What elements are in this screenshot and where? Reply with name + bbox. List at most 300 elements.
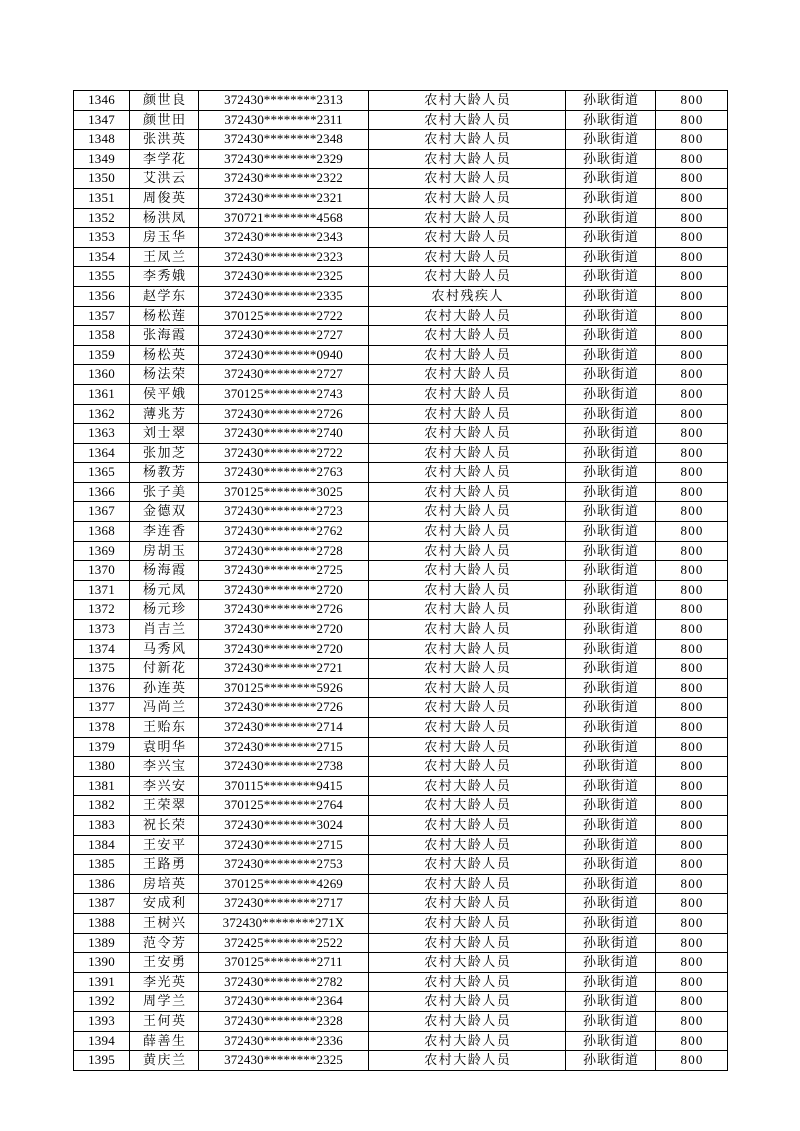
table-row: [74, 776, 728, 796]
cell-sequence-number: 1351: [74, 188, 130, 208]
cell-subsidy-amount: 800: [656, 580, 728, 600]
cell-street-office: 孙耿街道: [566, 326, 656, 346]
cell-subsidy-amount: 800: [656, 1031, 728, 1051]
table-row: [74, 874, 728, 894]
table-row: [74, 580, 728, 600]
cell-category: 农村大龄人员: [369, 130, 566, 150]
cell-subsidy-amount: 800: [656, 1051, 728, 1071]
cell-street-office: 孙耿街道: [566, 972, 656, 992]
cell-category: 农村大龄人员: [369, 541, 566, 561]
cell-subsidy-amount: 800: [656, 443, 728, 463]
table-row: [74, 855, 728, 875]
cell-recipient-name: 黄庆兰: [130, 1051, 199, 1071]
cell-recipient-name: 杨松英: [130, 345, 199, 365]
cell-sequence-number: 1357: [74, 306, 130, 326]
cell-recipient-name: 付新花: [130, 659, 199, 679]
cell-sequence-number: 1354: [74, 247, 130, 267]
cell-subsidy-amount: 800: [656, 365, 728, 385]
cell-subsidy-amount: 800: [656, 718, 728, 738]
table-row: [74, 228, 728, 248]
cell-sequence-number: 1395: [74, 1051, 130, 1071]
cell-category: 农村大龄人员: [369, 228, 566, 248]
cell-subsidy-amount: 800: [656, 815, 728, 835]
table-row: [74, 1031, 728, 1051]
cell-recipient-name: 袁明华: [130, 737, 199, 757]
table-row: [74, 698, 728, 718]
cell-subsidy-amount: 800: [656, 894, 728, 914]
cell-recipient-name: 王荣翠: [130, 796, 199, 816]
cell-sequence-number: 1362: [74, 404, 130, 424]
cell-recipient-name: 王凤兰: [130, 247, 199, 267]
cell-id-number: 372430********2335: [199, 286, 369, 306]
cell-street-office: 孙耿街道: [566, 913, 656, 933]
cell-id-number: 372430********2313: [199, 91, 369, 111]
cell-subsidy-amount: 800: [656, 502, 728, 522]
cell-street-office: 孙耿街道: [566, 110, 656, 130]
cell-sequence-number: 1366: [74, 482, 130, 502]
cell-street-office: 孙耿街道: [566, 894, 656, 914]
cell-street-office: 孙耿街道: [566, 130, 656, 150]
cell-street-office: 孙耿街道: [566, 580, 656, 600]
cell-category: 农村大龄人员: [369, 776, 566, 796]
cell-category: 农村大龄人员: [369, 580, 566, 600]
cell-street-office: 孙耿街道: [566, 345, 656, 365]
cell-sequence-number: 1384: [74, 835, 130, 855]
cell-subsidy-amount: 800: [656, 91, 728, 111]
table-row: [74, 306, 728, 326]
cell-id-number: 372430********2721: [199, 659, 369, 679]
cell-subsidy-amount: 800: [656, 345, 728, 365]
cell-street-office: 孙耿街道: [566, 639, 656, 659]
cell-id-number: 372430********2328: [199, 1011, 369, 1031]
cell-category: 农村大龄人员: [369, 600, 566, 620]
table-row: [74, 247, 728, 267]
cell-subsidy-amount: 800: [656, 874, 728, 894]
cell-recipient-name: 冯尚兰: [130, 698, 199, 718]
cell-category: 农村大龄人员: [369, 208, 566, 228]
table-row: [74, 169, 728, 189]
cell-street-office: 孙耿街道: [566, 561, 656, 581]
cell-street-office: 孙耿街道: [566, 502, 656, 522]
cell-id-number: 372430********2311: [199, 110, 369, 130]
cell-category: 农村大龄人员: [369, 796, 566, 816]
cell-id-number: 372430********2336: [199, 1031, 369, 1051]
cell-category: 农村大龄人员: [369, 365, 566, 385]
cell-sequence-number: 1382: [74, 796, 130, 816]
cell-sequence-number: 1389: [74, 933, 130, 953]
cell-recipient-name: 李兴宝: [130, 757, 199, 777]
cell-id-number: 372430********2723: [199, 502, 369, 522]
cell-recipient-name: 马秀风: [130, 639, 199, 659]
cell-recipient-name: 房培英: [130, 874, 199, 894]
cell-category: 农村大龄人员: [369, 561, 566, 581]
cell-id-number: 372430********2720: [199, 639, 369, 659]
cell-sequence-number: 1391: [74, 972, 130, 992]
cell-sequence-number: 1369: [74, 541, 130, 561]
cell-category: 农村大龄人员: [369, 835, 566, 855]
cell-id-number: 372430********2720: [199, 620, 369, 640]
table-row: [74, 404, 728, 424]
cell-category: 农村大龄人员: [369, 169, 566, 189]
cell-subsidy-amount: 800: [656, 698, 728, 718]
cell-sequence-number: 1386: [74, 874, 130, 894]
cell-category: 农村大龄人员: [369, 659, 566, 679]
cell-sequence-number: 1352: [74, 208, 130, 228]
cell-subsidy-amount: 800: [656, 678, 728, 698]
table-row: [74, 267, 728, 287]
cell-subsidy-amount: 800: [656, 737, 728, 757]
cell-sequence-number: 1394: [74, 1031, 130, 1051]
table-row: [74, 913, 728, 933]
table-row: [74, 757, 728, 777]
cell-sequence-number: 1355: [74, 267, 130, 287]
table-row: [74, 620, 728, 640]
cell-sequence-number: 1376: [74, 678, 130, 698]
table-row: [74, 522, 728, 542]
cell-category: 农村大龄人员: [369, 522, 566, 542]
table-row: [74, 894, 728, 914]
cell-sequence-number: 1388: [74, 913, 130, 933]
cell-street-office: 孙耿街道: [566, 522, 656, 542]
cell-category: 农村大龄人员: [369, 718, 566, 738]
cell-category: 农村大龄人员: [369, 188, 566, 208]
cell-category: 农村大龄人员: [369, 384, 566, 404]
cell-id-number: 372430********2343: [199, 228, 369, 248]
table-row: [74, 463, 728, 483]
cell-category: 农村大龄人员: [369, 267, 566, 287]
cell-street-office: 孙耿街道: [566, 188, 656, 208]
table-row: [74, 933, 728, 953]
cell-recipient-name: 王安勇: [130, 953, 199, 973]
cell-id-number: 372425********2522: [199, 933, 369, 953]
cell-subsidy-amount: 800: [656, 463, 728, 483]
cell-sequence-number: 1346: [74, 91, 130, 111]
table-row: [74, 130, 728, 150]
cell-subsidy-amount: 800: [656, 855, 728, 875]
cell-sequence-number: 1377: [74, 698, 130, 718]
cell-sequence-number: 1364: [74, 443, 130, 463]
cell-recipient-name: 杨法荣: [130, 365, 199, 385]
cell-category: 农村大龄人员: [369, 149, 566, 169]
cell-category: 农村残疾人: [369, 286, 566, 306]
cell-street-office: 孙耿街道: [566, 620, 656, 640]
table-row: [74, 91, 728, 111]
cell-sequence-number: 1365: [74, 463, 130, 483]
cell-street-office: 孙耿街道: [566, 365, 656, 385]
table-row: [74, 541, 728, 561]
cell-subsidy-amount: 800: [656, 796, 728, 816]
cell-sequence-number: 1385: [74, 855, 130, 875]
cell-street-office: 孙耿街道: [566, 91, 656, 111]
cell-recipient-name: 安成利: [130, 894, 199, 914]
cell-recipient-name: 张海霞: [130, 326, 199, 346]
table-row: [74, 737, 728, 757]
cell-street-office: 孙耿街道: [566, 228, 656, 248]
cell-sequence-number: 1387: [74, 894, 130, 914]
cell-street-office: 孙耿街道: [566, 1051, 656, 1071]
cell-subsidy-amount: 800: [656, 130, 728, 150]
cell-sequence-number: 1370: [74, 561, 130, 581]
cell-subsidy-amount: 800: [656, 522, 728, 542]
cell-id-number: 370125********4269: [199, 874, 369, 894]
cell-id-number: 372430********271X: [199, 913, 369, 933]
cell-subsidy-amount: 800: [656, 620, 728, 640]
cell-category: 农村大龄人员: [369, 1051, 566, 1071]
cell-id-number: 372430********2727: [199, 326, 369, 346]
cell-street-office: 孙耿街道: [566, 541, 656, 561]
cell-category: 农村大龄人员: [369, 913, 566, 933]
cell-recipient-name: 李连香: [130, 522, 199, 542]
cell-street-office: 孙耿街道: [566, 424, 656, 444]
cell-id-number: 372430********2322: [199, 169, 369, 189]
cell-street-office: 孙耿街道: [566, 698, 656, 718]
cell-category: 农村大龄人员: [369, 502, 566, 522]
cell-street-office: 孙耿街道: [566, 933, 656, 953]
cell-id-number: 370125********2722: [199, 306, 369, 326]
cell-sequence-number: 1374: [74, 639, 130, 659]
cell-subsidy-amount: 800: [656, 188, 728, 208]
roster-table-container: [73, 90, 727, 1071]
cell-id-number: 372430********2722: [199, 443, 369, 463]
table-row: [74, 384, 728, 404]
cell-recipient-name: 范令芳: [130, 933, 199, 953]
cell-recipient-name: 张洪英: [130, 130, 199, 150]
cell-id-number: 372430********2323: [199, 247, 369, 267]
cell-recipient-name: 李光英: [130, 972, 199, 992]
cell-recipient-name: 薛善生: [130, 1031, 199, 1051]
cell-id-number: 372430********2727: [199, 365, 369, 385]
cell-subsidy-amount: 800: [656, 384, 728, 404]
cell-recipient-name: 房玉华: [130, 228, 199, 248]
roster-table-body: [74, 91, 728, 1071]
cell-recipient-name: 艾洪云: [130, 169, 199, 189]
cell-category: 农村大龄人员: [369, 757, 566, 777]
cell-id-number: 372430********2329: [199, 149, 369, 169]
cell-recipient-name: 周学兰: [130, 992, 199, 1012]
cell-category: 农村大龄人员: [369, 815, 566, 835]
cell-subsidy-amount: 800: [656, 659, 728, 679]
cell-subsidy-amount: 800: [656, 835, 728, 855]
table-row: [74, 796, 728, 816]
cell-street-office: 孙耿街道: [566, 992, 656, 1012]
cell-subsidy-amount: 800: [656, 913, 728, 933]
cell-recipient-name: 王安平: [130, 835, 199, 855]
cell-recipient-name: 房胡玉: [130, 541, 199, 561]
cell-subsidy-amount: 800: [656, 600, 728, 620]
cell-street-office: 孙耿街道: [566, 149, 656, 169]
cell-recipient-name: 杨海霞: [130, 561, 199, 581]
cell-street-office: 孙耿街道: [566, 404, 656, 424]
table-row: [74, 600, 728, 620]
cell-id-number: 372430********2782: [199, 972, 369, 992]
cell-sequence-number: 1353: [74, 228, 130, 248]
table-row: [74, 149, 728, 169]
table-row: [74, 1011, 728, 1031]
cell-id-number: 372430********2763: [199, 463, 369, 483]
cell-sequence-number: 1363: [74, 424, 130, 444]
cell-category: 农村大龄人员: [369, 678, 566, 698]
cell-street-office: 孙耿街道: [566, 482, 656, 502]
table-row: [74, 992, 728, 1012]
cell-subsidy-amount: 800: [656, 972, 728, 992]
cell-street-office: 孙耿街道: [566, 953, 656, 973]
cell-sequence-number: 1380: [74, 757, 130, 777]
cell-street-office: 孙耿街道: [566, 600, 656, 620]
cell-category: 农村大龄人员: [369, 326, 566, 346]
cell-id-number: 372430********2738: [199, 757, 369, 777]
cell-id-number: 372430********2762: [199, 522, 369, 542]
cell-id-number: 372430********2726: [199, 698, 369, 718]
cell-sequence-number: 1372: [74, 600, 130, 620]
table-row: [74, 953, 728, 973]
cell-sequence-number: 1368: [74, 522, 130, 542]
cell-sequence-number: 1378: [74, 718, 130, 738]
cell-id-number: 372430********2715: [199, 737, 369, 757]
table-row: [74, 482, 728, 502]
table-row: [74, 972, 728, 992]
cell-id-number: 372430********2348: [199, 130, 369, 150]
cell-category: 农村大龄人员: [369, 894, 566, 914]
cell-subsidy-amount: 800: [656, 247, 728, 267]
cell-sequence-number: 1360: [74, 365, 130, 385]
cell-subsidy-amount: 800: [656, 208, 728, 228]
cell-recipient-name: 张子美: [130, 482, 199, 502]
cell-subsidy-amount: 800: [656, 267, 728, 287]
table-row: [74, 718, 728, 738]
table-row: [74, 639, 728, 659]
cell-id-number: 372430********2364: [199, 992, 369, 1012]
cell-subsidy-amount: 800: [656, 561, 728, 581]
cell-category: 农村大龄人员: [369, 874, 566, 894]
table-row: [74, 502, 728, 522]
cell-recipient-name: 王树兴: [130, 913, 199, 933]
table-row: [74, 678, 728, 698]
cell-id-number: 372430********2720: [199, 580, 369, 600]
cell-recipient-name: 祝长荣: [130, 815, 199, 835]
cell-subsidy-amount: 800: [656, 286, 728, 306]
cell-sequence-number: 1390: [74, 953, 130, 973]
cell-recipient-name: 杨元珍: [130, 600, 199, 620]
cell-id-number: 372430********2753: [199, 855, 369, 875]
cell-sequence-number: 1393: [74, 1011, 130, 1031]
table-row: [74, 443, 728, 463]
cell-subsidy-amount: 800: [656, 169, 728, 189]
cell-id-number: 372430********2717: [199, 894, 369, 914]
table-row: [74, 659, 728, 679]
cell-id-number: 372430********2726: [199, 404, 369, 424]
cell-recipient-name: 杨洪凤: [130, 208, 199, 228]
cell-id-number: 372430********2714: [199, 718, 369, 738]
cell-recipient-name: 赵学东: [130, 286, 199, 306]
cell-street-office: 孙耿街道: [566, 776, 656, 796]
cell-subsidy-amount: 800: [656, 639, 728, 659]
cell-street-office: 孙耿街道: [566, 718, 656, 738]
cell-street-office: 孙耿街道: [566, 169, 656, 189]
cell-id-number: 372430********0940: [199, 345, 369, 365]
cell-subsidy-amount: 800: [656, 776, 728, 796]
cell-id-number: 370115********9415: [199, 776, 369, 796]
cell-sequence-number: 1392: [74, 992, 130, 1012]
cell-category: 农村大龄人员: [369, 91, 566, 111]
cell-street-office: 孙耿街道: [566, 874, 656, 894]
roster-table: [73, 90, 728, 1071]
table-row: [74, 1051, 728, 1071]
cell-street-office: 孙耿街道: [566, 267, 656, 287]
cell-id-number: 370125********5926: [199, 678, 369, 698]
cell-sequence-number: 1359: [74, 345, 130, 365]
cell-sequence-number: 1379: [74, 737, 130, 757]
cell-subsidy-amount: 800: [656, 404, 728, 424]
cell-recipient-name: 李秀娥: [130, 267, 199, 287]
cell-category: 农村大龄人员: [369, 463, 566, 483]
cell-recipient-name: 杨教芳: [130, 463, 199, 483]
cell-street-office: 孙耿街道: [566, 796, 656, 816]
cell-id-number: 372430********3024: [199, 815, 369, 835]
cell-subsidy-amount: 800: [656, 228, 728, 248]
cell-id-number: 370125********2764: [199, 796, 369, 816]
cell-category: 农村大龄人员: [369, 306, 566, 326]
cell-category: 农村大龄人员: [369, 482, 566, 502]
cell-category: 农村大龄人员: [369, 933, 566, 953]
cell-sequence-number: 1371: [74, 580, 130, 600]
cell-sequence-number: 1358: [74, 326, 130, 346]
cell-sequence-number: 1348: [74, 130, 130, 150]
cell-id-number: 372430********2725: [199, 561, 369, 581]
cell-street-office: 孙耿街道: [566, 855, 656, 875]
cell-category: 农村大龄人员: [369, 953, 566, 973]
cell-id-number: 370125********2743: [199, 384, 369, 404]
cell-category: 农村大龄人员: [369, 855, 566, 875]
cell-street-office: 孙耿街道: [566, 737, 656, 757]
cell-recipient-name: 杨元凤: [130, 580, 199, 600]
cell-id-number: 372430********2325: [199, 267, 369, 287]
cell-sequence-number: 1347: [74, 110, 130, 130]
cell-category: 农村大龄人员: [369, 972, 566, 992]
cell-id-number: 372430********2726: [199, 600, 369, 620]
cell-street-office: 孙耿街道: [566, 208, 656, 228]
cell-category: 农村大龄人员: [369, 639, 566, 659]
cell-id-number: 370125********3025: [199, 482, 369, 502]
cell-category: 农村大龄人员: [369, 992, 566, 1012]
cell-recipient-name: 颜世良: [130, 91, 199, 111]
cell-category: 农村大龄人员: [369, 620, 566, 640]
cell-sequence-number: 1373: [74, 620, 130, 640]
cell-subsidy-amount: 800: [656, 306, 728, 326]
cell-sequence-number: 1383: [74, 815, 130, 835]
cell-sequence-number: 1350: [74, 169, 130, 189]
cell-street-office: 孙耿街道: [566, 247, 656, 267]
cell-id-number: 372430********2325: [199, 1051, 369, 1071]
cell-subsidy-amount: 800: [656, 757, 728, 777]
cell-recipient-name: 薄兆芳: [130, 404, 199, 424]
cell-sequence-number: 1356: [74, 286, 130, 306]
cell-subsidy-amount: 800: [656, 149, 728, 169]
cell-street-office: 孙耿街道: [566, 835, 656, 855]
table-row: [74, 365, 728, 385]
cell-category: 农村大龄人员: [369, 110, 566, 130]
cell-recipient-name: 颜世田: [130, 110, 199, 130]
table-row: [74, 561, 728, 581]
cell-recipient-name: 肖吉兰: [130, 620, 199, 640]
cell-street-office: 孙耿街道: [566, 306, 656, 326]
cell-recipient-name: 孙连英: [130, 678, 199, 698]
cell-id-number: 370721********4568: [199, 208, 369, 228]
cell-subsidy-amount: 800: [656, 541, 728, 561]
cell-subsidy-amount: 800: [656, 953, 728, 973]
cell-sequence-number: 1349: [74, 149, 130, 169]
cell-category: 农村大龄人员: [369, 247, 566, 267]
cell-recipient-name: 王贻东: [130, 718, 199, 738]
